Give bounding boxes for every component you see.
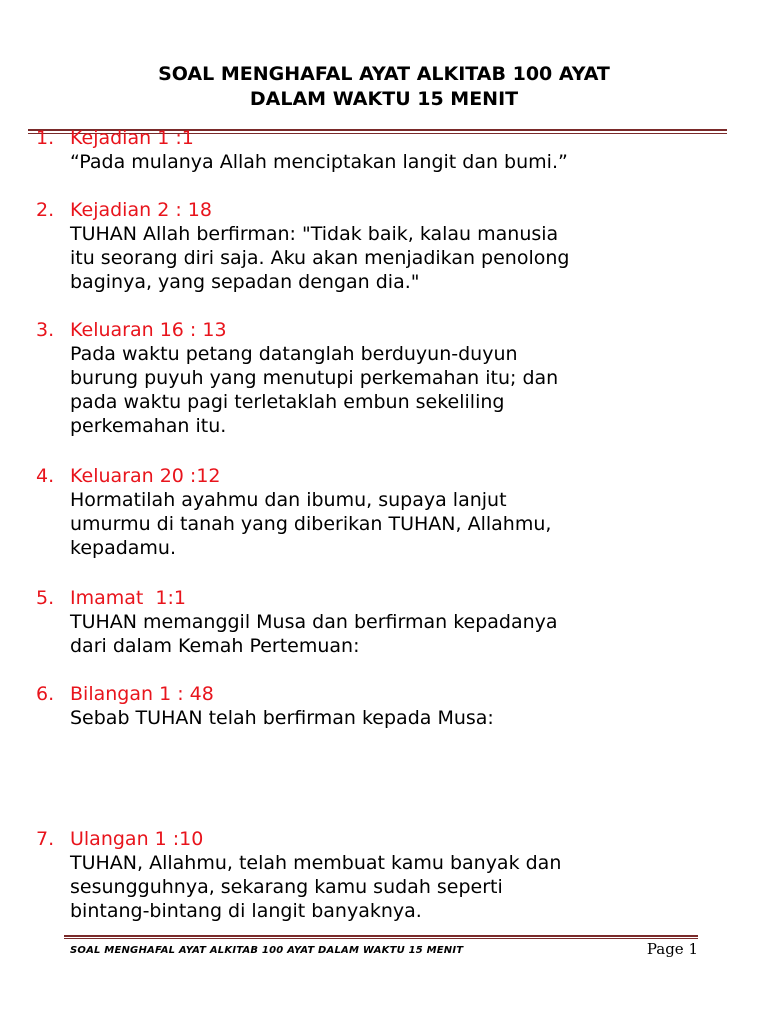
- verse-reference-line: [36, 318, 726, 342]
- verse-number: 1.: [36, 127, 55, 149]
- verse-number: 3.: [36, 319, 55, 341]
- verse-text: TUHAN, Allahmu, telah membuat kamu banyak dan sesungguhnya, sekarang kamu sudah seperti bintang-bintang di langit banyaknya.: [70, 852, 562, 922]
- verse-reference-line: [36, 827, 726, 851]
- verse-number: 2.: [36, 199, 55, 221]
- verse-reference: Kejadian 2 : 18: [70, 199, 212, 221]
- verse-text: Sebab TUHAN telah berfirman kepada Musa:: [70, 707, 494, 729]
- verse-item-3: [36, 318, 726, 438]
- verse-number: 7.: [36, 828, 55, 850]
- footer-title: SOAL MENGHAFAL AYAT ALKITAB 100 AYAT DALAM WAKTU 15 MENIT: [70, 945, 464, 956]
- verse-item-6: [36, 682, 726, 730]
- verse-item-7: [36, 827, 726, 923]
- verse-reference-line: [36, 464, 726, 488]
- verse-reference-line: [36, 126, 726, 150]
- verse-text: TUHAN memanggil Musa dan berfirman kepadanya dari dalam Kemah Pertemuan:: [70, 611, 558, 657]
- verse-number: 6.: [36, 683, 55, 705]
- verse-reference-line: [36, 586, 726, 610]
- page-number: Page 1: [646, 940, 698, 958]
- verse-reference: Bilangan 1 : 48: [70, 683, 214, 705]
- verse-text: TUHAN Allah berfirman: "Tidak baik, kalau manusia itu seorang diri saja. Aku akan menjadikan penolong baginya, yang sepadan dengan dia.": [70, 223, 570, 293]
- verse-item-4: [36, 464, 726, 560]
- verse-reference-line: [36, 198, 726, 222]
- verse-item-5: [36, 586, 726, 658]
- document-title: [0, 62, 768, 112]
- verse-item-1: [36, 126, 726, 174]
- verse-text: “Pada mulanya Allah menciptakan langit dan bumi.”: [70, 151, 568, 173]
- verse-number: 4.: [36, 465, 55, 487]
- document-title-line-2: DALAM WAKTU 15 MENIT: [249, 88, 519, 110]
- verse-reference: Keluaran 20 :12: [70, 465, 221, 487]
- verse-reference: Kejadian 1 :1: [70, 127, 194, 149]
- verse-text: Hormatilah ayahmu dan ibumu, supaya lanjut umurmu di tanah yang diberikan TUHAN, Allahmu, kepadamu.: [70, 489, 552, 559]
- verse-number: 5.: [36, 587, 55, 609]
- verse-reference: Keluaran 16 : 13: [70, 319, 227, 341]
- verse-item-2: [36, 198, 726, 294]
- verse-reference-line: [36, 682, 726, 706]
- verse-text: Pada waktu petang datanglah berduyun-duyun burung puyuh yang menutupi perkemahan itu; dan pada waktu pagi terletaklah embun sekeliling perkemahan itu.: [70, 343, 559, 437]
- verse-reference: Imamat 1:1: [70, 587, 187, 609]
- verse-reference: Ulangan 1 :10: [70, 828, 204, 850]
- footer-divider: [64, 935, 698, 939]
- document-title-line-1: SOAL MENGHAFAL AYAT ALKITAB 100 AYAT: [158, 63, 610, 85]
